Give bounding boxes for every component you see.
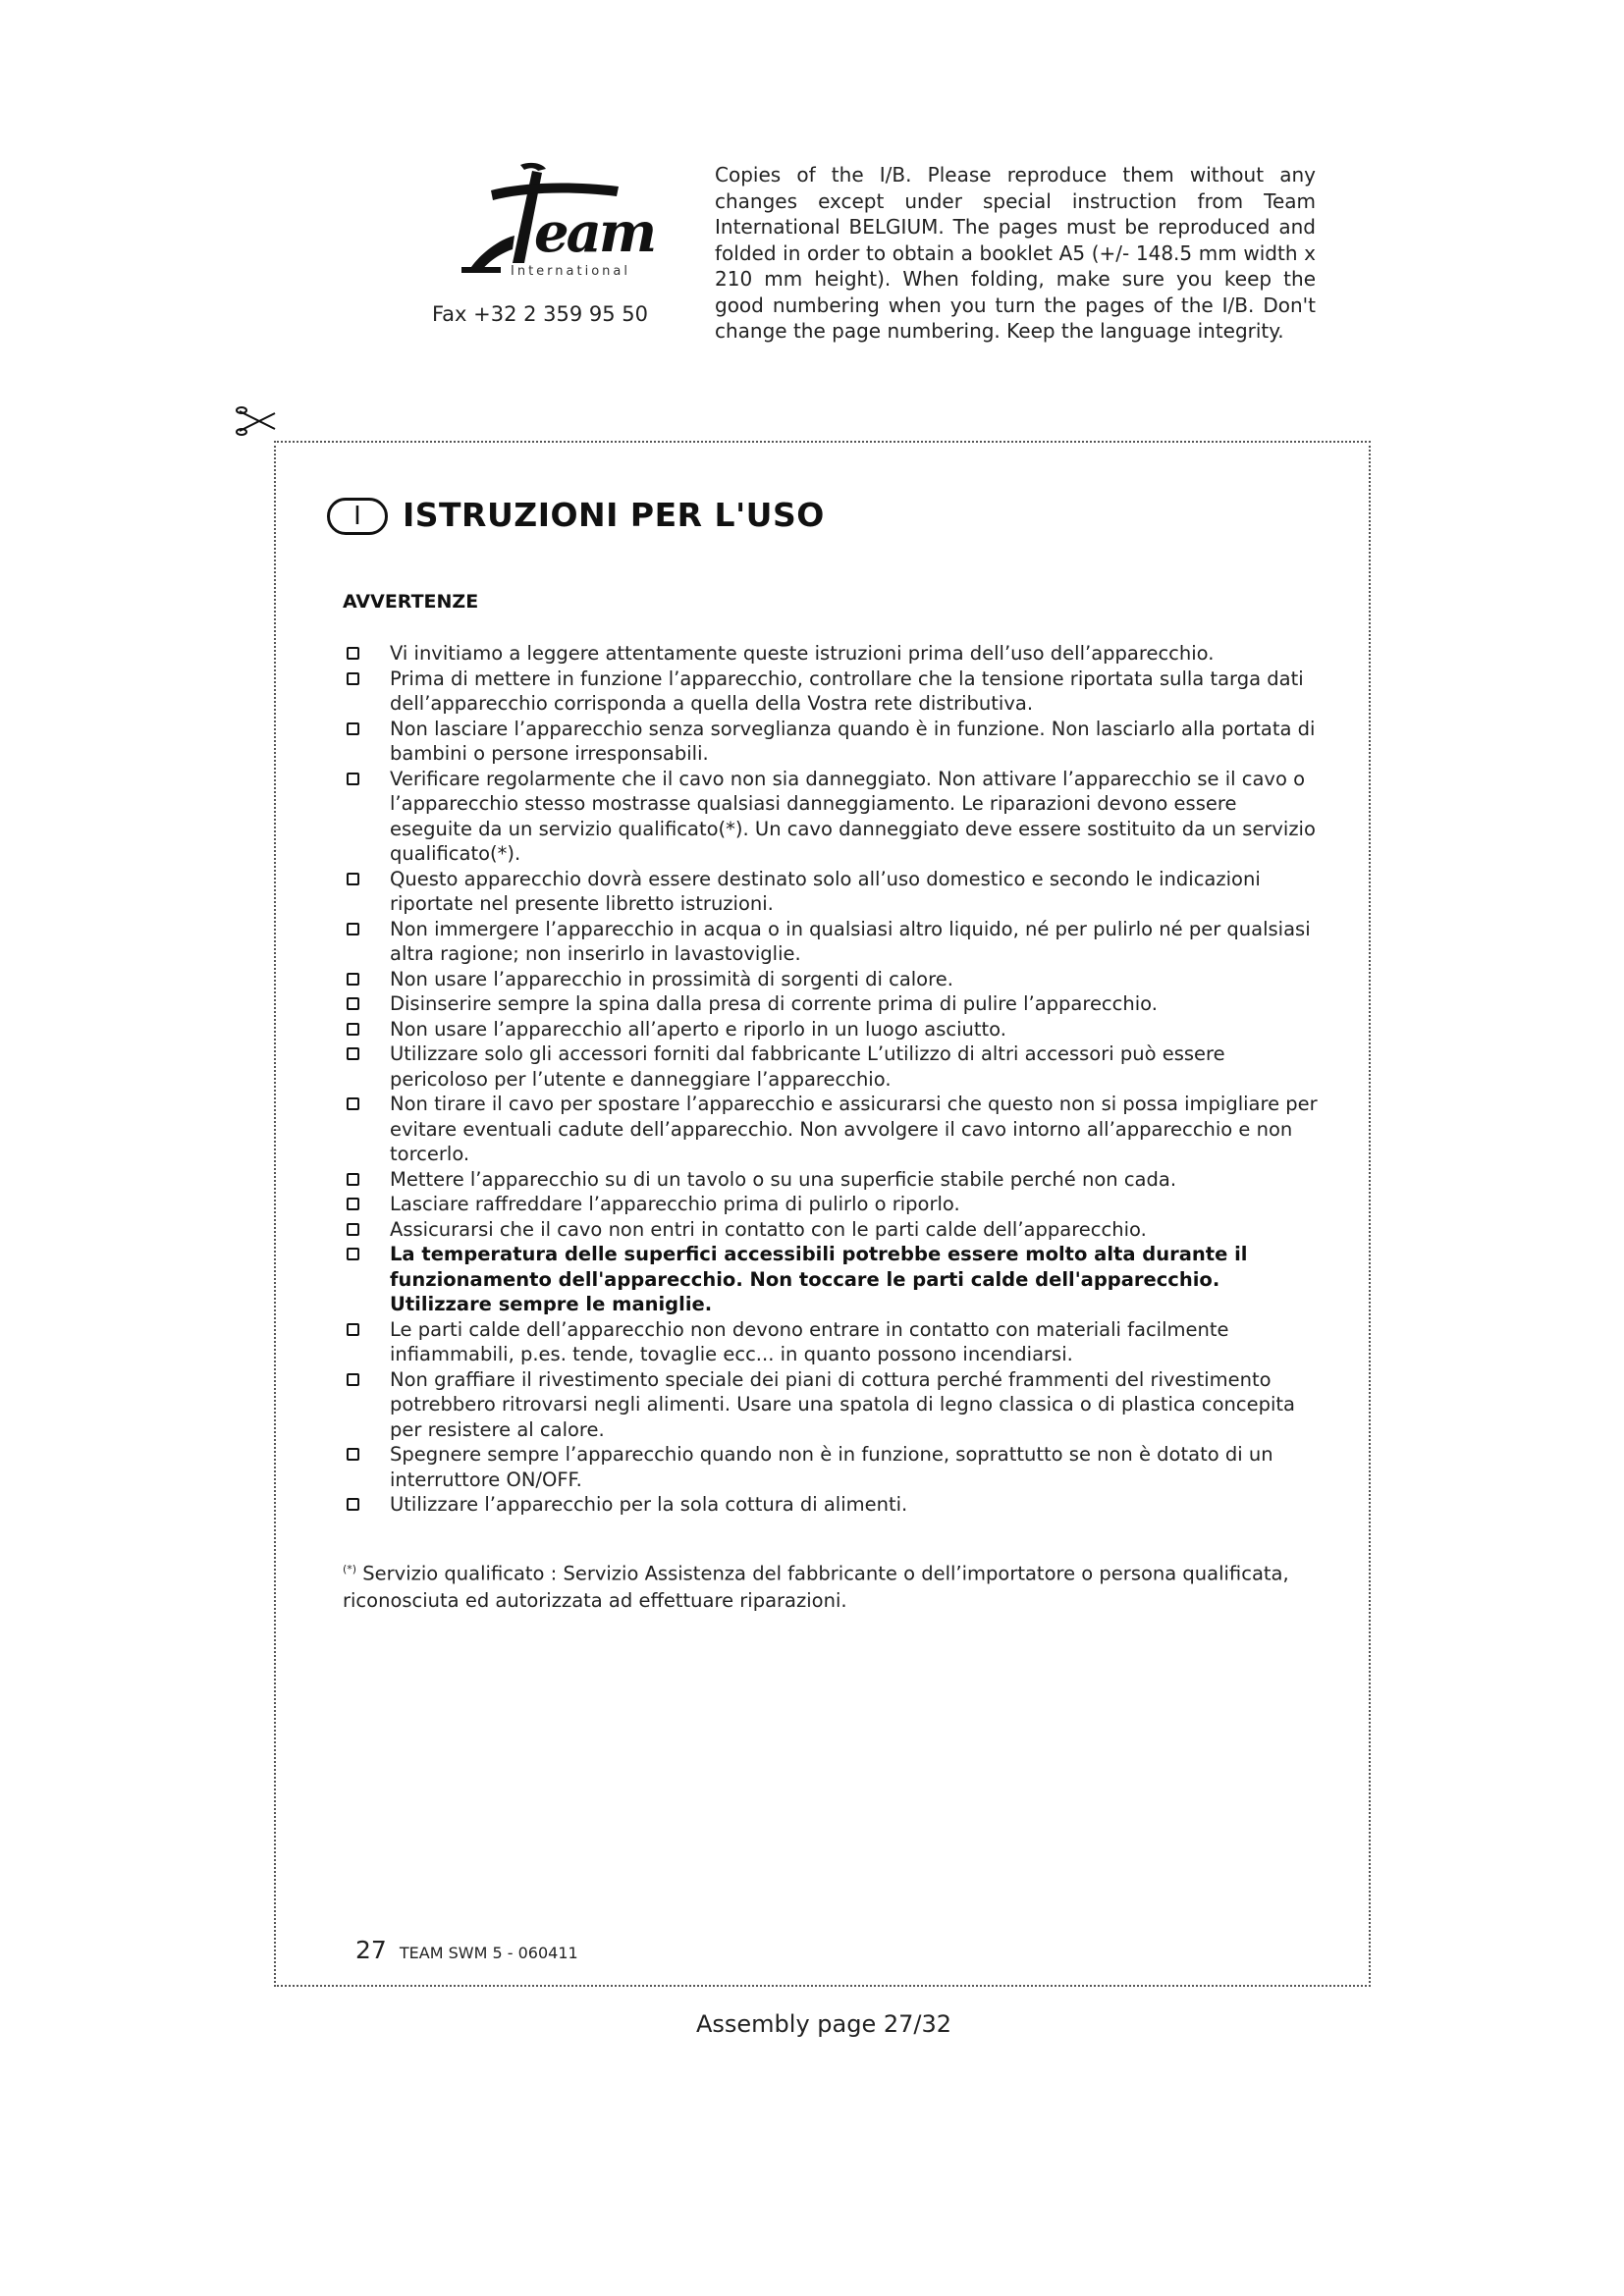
- warning-item: [343, 641, 1320, 667]
- warning-item: [343, 1492, 1320, 1518]
- footnote-marker: (*): [343, 1563, 357, 1575]
- checkbox-bullet-icon: [347, 1047, 359, 1060]
- footnote-text: Servizio qualificato : Servizio Assistenza del fabbricante o dell’importatore o persona qualificata, riconosciuta ed autorizzata ad effettuare riparazioni.: [343, 1562, 1289, 1612]
- warning-text: Non usare l’apparecchio all’aperto e riporlo in un luogo asciutto.: [390, 1017, 1006, 1041]
- warning-item: [343, 991, 1320, 1017]
- warning-text: Questo apparecchio dovrà essere destinato solo all’uso domestico e secondo le indicazioni riportate nel presente libretto istruzioni.: [390, 867, 1261, 915]
- warning-text: Mettere l’apparecchio su di un tavolo o su una superficie stabile perché non cada.: [390, 1167, 1177, 1191]
- page-footer: [355, 1936, 578, 1964]
- warning-text: Non tirare il cavo per spostare l’apparecchio e assicurarsi che questo non si possa impigliare per evitare eventuali cadute dell’apparecchio. Non avvolgere il cavo intorno all’apparecchio e non torcerlo.: [390, 1093, 1318, 1165]
- warning-item: [343, 967, 1320, 992]
- checkbox-bullet-icon: [347, 1223, 359, 1236]
- warning-item: [343, 1217, 1320, 1243]
- warning-list: [343, 641, 1320, 1518]
- team-international-logo: [452, 157, 655, 294]
- warning-item: [343, 1317, 1320, 1367]
- checkbox-bullet-icon: [347, 1448, 359, 1461]
- warning-text: Non immergere l’apparecchio in acqua o in qualsiasi altro liquido, né per pulirlo né per qualsiasi altra ragione; non inserirlo in lavastoviglie.: [390, 917, 1311, 965]
- warning-item: [343, 917, 1320, 967]
- warning-item: [343, 867, 1320, 917]
- warning-text: Non graffiare il rivestimento speciale dei piani di cottura perché frammenti del rivestimento potrebbero ritrovarsi negli alimenti. Usare una spatola di legno classica o di plastica concepita per resistere al calore.: [390, 1367, 1295, 1441]
- checkbox-bullet-icon: [347, 1498, 359, 1511]
- warning-text: Non lasciare l’apparecchio senza sorveglianza quando è in funzione. Non lasciarlo alla portata di bambini o persone irresponsabili.: [390, 717, 1316, 765]
- checkbox-bullet-icon: [347, 1323, 359, 1336]
- warning-text: Assicurarsi che il cavo non entri in contatto con le parti calde dell’apparecchio.: [390, 1217, 1147, 1241]
- page-number: 27: [355, 1936, 387, 1964]
- checkbox-bullet-icon: [347, 1023, 359, 1036]
- warning-item: [343, 1242, 1320, 1317]
- checkbox-bullet-icon: [347, 773, 359, 785]
- checkbox-bullet-icon: [347, 1198, 359, 1210]
- checkbox-bullet-icon: [347, 997, 359, 1010]
- warning-text: Verificare regolarmente che il cavo non sia danneggiato. Non attivare l’apparecchio se il cavo o l’apparecchio stesso mostrasse qualsiasi danneggiamento. Le riparazioni devono essere eseguite da un servizio qualificato(*). Un cavo danneggiato deve essere sostituito da un servizio qualificato(*).: [390, 767, 1316, 865]
- warning-text: Spegnere sempre l’apparecchio quando non è in funzione, soprattutto se non è dotato di un interruttore ON/OFF.: [390, 1443, 1273, 1491]
- warning-item: [343, 667, 1320, 717]
- fax-number: Fax +32 2 359 95 50: [431, 302, 649, 326]
- section-heading: AVVERTENZE: [343, 591, 479, 613]
- warning-text: Disinserire sempre la spina dalla presa di corrente prima di pulire l’apparecchio.: [390, 992, 1158, 1015]
- warning-text: Le parti calde dell’apparecchio non devono entrare in contatto con materiali facilmente infiammabili, p.es. tende, tovaglie ecc... in quanto possono incendiarsi.: [390, 1317, 1229, 1365]
- warning-item: [343, 1192, 1320, 1217]
- checkbox-bullet-icon: [347, 923, 359, 935]
- page-title: ISTRUZIONI PER L'USO: [403, 496, 825, 534]
- warning-text: Prima di mettere in funzione l’apparecchio, controllare che la tensione riportata sulla targa dati dell’apparecchio corrisponda a quella della Vostra rete distributiva.: [390, 667, 1304, 715]
- warning-item: [343, 1367, 1320, 1443]
- svg-text:International: International: [511, 264, 630, 279]
- scissors-icon: [236, 405, 279, 437]
- warning-item: [343, 1017, 1320, 1042]
- checkbox-bullet-icon: [347, 973, 359, 986]
- warning-item: [343, 1041, 1320, 1092]
- warning-item: [343, 1167, 1320, 1193]
- warning-text: Utilizzare l’apparecchio per la sola cottura di alimenti.: [390, 1493, 908, 1516]
- document-reference: TEAM SWM 5 - 060411: [399, 1944, 578, 1962]
- warning-item: [343, 767, 1320, 867]
- checkbox-bullet-icon: [347, 1097, 359, 1110]
- language-badge: I: [327, 498, 388, 535]
- checkbox-bullet-icon: [347, 1248, 359, 1260]
- warning-text: Utilizzare solo gli accessori forniti dal fabbricante L’utilizzo di altri accessori può essere pericoloso per l’utente e danneggiare l’apparecchio.: [390, 1042, 1225, 1091]
- warning-item: [343, 717, 1320, 767]
- warning-text: Lasciare raffreddare l’apparecchio prima di pulirlo o riporlo.: [390, 1193, 960, 1215]
- checkbox-bullet-icon: [347, 1173, 359, 1186]
- logo-block: [403, 157, 677, 326]
- footnote: [343, 1556, 1315, 1614]
- checkbox-bullet-icon: [347, 1373, 359, 1386]
- checkbox-bullet-icon: [347, 647, 359, 660]
- checkbox-bullet-icon: [347, 672, 359, 685]
- assembly-page-label: Assembly page 27/32: [695, 2010, 952, 2038]
- copies-notice: Copies of the I/B. Please reproduce them without any changes except under special instruction from Team International BELGIUM. The pages must be reproduced and folded in order to obtain a booklet A5 (+/- 148.5 mm width x 210 mm height). When folding, make sure you keep the good numbering when you turn the pages of the I/B. Don't change the page numbering. Keep the language integrity.: [715, 163, 1316, 343]
- warning-item: [343, 1092, 1320, 1167]
- warning-text: Non usare l’apparecchio in prossimità di sorgenti di calore.: [390, 967, 953, 990]
- warning-text: Vi invitiamo a leggere attentamente queste istruzioni prima dell’uso dell’apparecchio.: [390, 642, 1215, 665]
- checkbox-bullet-icon: [347, 873, 359, 885]
- svg-text:eam: eam: [534, 200, 655, 265]
- warning-text: La temperatura delle superfici accessibili potrebbe essere molto alta durante il funzionamento dell'apparecchio. Non toccare le parti calde dell'apparecchio. Utilizzare sempre le maniglie.: [390, 1243, 1248, 1315]
- warning-item: [343, 1442, 1320, 1492]
- checkbox-bullet-icon: [347, 722, 359, 735]
